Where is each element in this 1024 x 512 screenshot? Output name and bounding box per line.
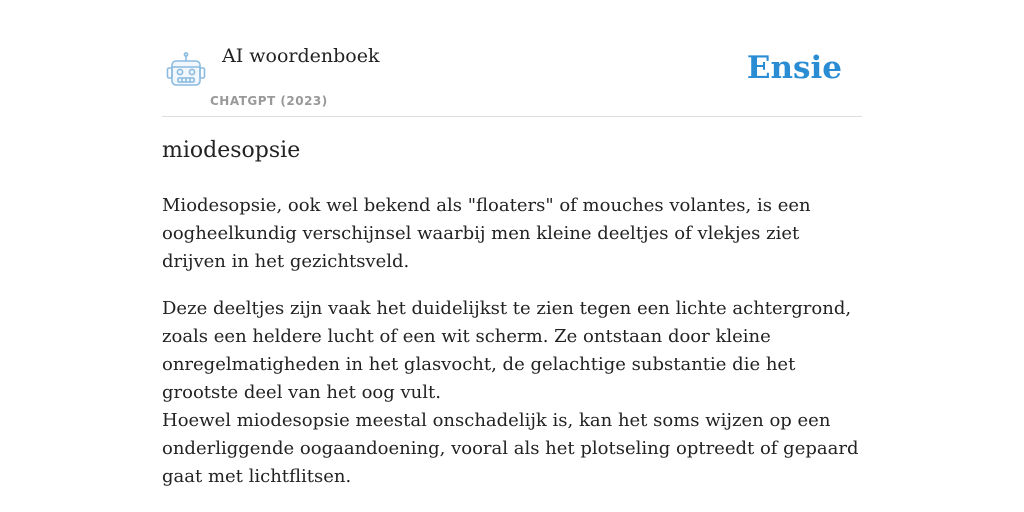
page-header — [162, 0, 862, 117]
ensie-logo[interactable]: Ensie — [746, 50, 842, 86]
source-label: CHATGPT (2023) — [210, 94, 328, 108]
dictionary-title[interactable]: AI woordenboek — [222, 45, 380, 67]
definition-paragraph-3: Hoewel miodesopsie meestal onschadelijk is, kan het soms wijzen op een onderliggende oogaandoening, vooral als het plotseling optreedt of gepaard gaat met lichtflitsen. — [162, 410, 859, 487]
definition-paragraph-2: Deze deeltjes zijn vaak het duidelijkst te zien tegen een lichte achtergrond, zoals een heldere lucht of een wit scherm. Ze ontstaan door kleine onregelmatigheden in het glasvocht, de gelachtige substantie die het grootste deel van het oog vult. — [162, 298, 852, 403]
entry-term: miodesopsie — [162, 138, 301, 163]
robot-icon — [166, 52, 206, 90]
definition-paragraph-1: Miodesopsie, ook wel bekend als "floaters" of mouches volantes, is een oogheelkundig verschijnsel waarbij men kleine deeltjes of vlekjes ziet drijven in het gezichtsveld. — [162, 195, 811, 272]
